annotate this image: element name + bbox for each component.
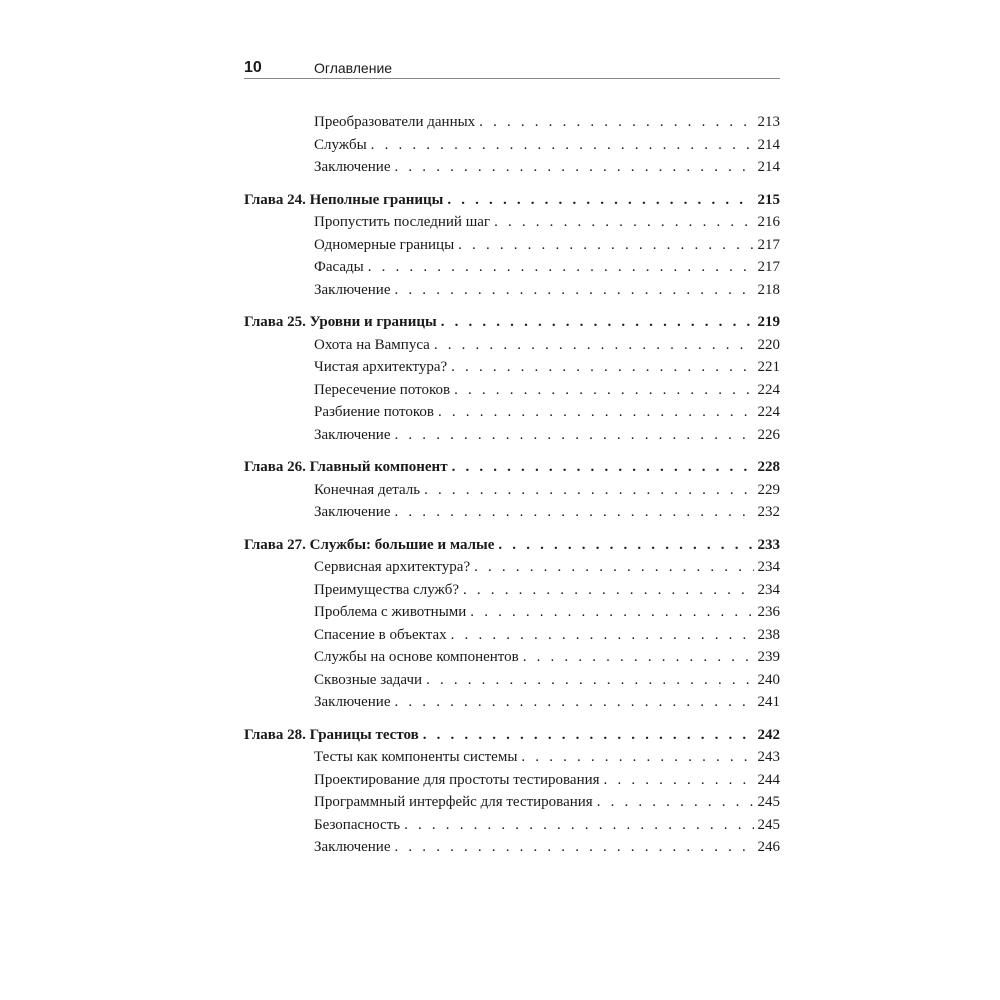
toc-section-entry xyxy=(244,379,780,402)
dot-leader xyxy=(451,624,754,647)
toc-section-entry xyxy=(244,479,780,502)
toc-page-number: 228 xyxy=(757,459,780,475)
dot-leader xyxy=(498,534,753,557)
dot-leader xyxy=(426,669,753,692)
section-title: Безопасность xyxy=(314,816,401,833)
toc-section-entry xyxy=(244,746,780,769)
dot-leader xyxy=(452,456,754,479)
dot-leader xyxy=(470,601,753,624)
section-title: Одномерные границы xyxy=(314,236,455,253)
chapter-title: Глава 28. Границы тестов xyxy=(244,726,419,743)
toc-section-entry xyxy=(244,134,780,157)
toc-page-number: 236 xyxy=(757,604,780,620)
toc-section-entry xyxy=(244,691,780,714)
toc-page-number: 224 xyxy=(757,381,780,398)
dot-leader xyxy=(395,836,754,859)
table-of-contents xyxy=(244,111,780,859)
toc-page-number: 246 xyxy=(757,839,780,855)
toc-page-number: 214 xyxy=(757,136,780,153)
section-title: Сервисная архитектура? xyxy=(314,559,471,575)
toc-section-entry xyxy=(244,501,780,524)
section-title: Чистая архитектура? xyxy=(314,359,448,375)
dot-leader xyxy=(395,691,754,714)
dot-leader xyxy=(395,501,754,524)
section-title: Заключение xyxy=(314,426,391,443)
toc-page-number: 213 xyxy=(757,114,780,130)
toc-section-entry xyxy=(244,556,780,579)
toc-page-number: 214 xyxy=(757,159,780,175)
section-title: Пропустить последний шаг xyxy=(314,214,491,230)
toc-section-entry xyxy=(244,814,780,837)
toc-page-number: 218 xyxy=(757,281,780,298)
section-title: Сквозные задачи xyxy=(314,671,423,688)
toc-section-entry xyxy=(244,424,780,447)
toc-section-entry xyxy=(244,279,780,302)
toc-page-number: 240 xyxy=(757,671,780,688)
toc-page-number: 215 xyxy=(757,191,780,208)
section-title: Спасение в объектах xyxy=(314,626,447,643)
section-title: Заключение xyxy=(314,281,391,298)
dot-leader xyxy=(434,334,754,357)
section-title: Заключение xyxy=(314,504,391,520)
dot-leader xyxy=(395,156,754,179)
dot-leader xyxy=(604,769,754,792)
dot-leader xyxy=(494,211,753,234)
toc-page-number: 219 xyxy=(757,314,780,330)
toc-section-entry xyxy=(244,601,780,624)
section-title: Преобразователи данных xyxy=(314,114,476,130)
toc-page-number: 244 xyxy=(757,771,780,788)
dot-leader xyxy=(458,234,753,257)
toc-page-number: 224 xyxy=(757,404,780,420)
section-title: Охота на Вампуса xyxy=(314,336,430,353)
section-title: Службы на основе компонентов xyxy=(314,649,519,665)
dot-leader xyxy=(479,111,753,134)
toc-page-number: 232 xyxy=(757,504,780,520)
toc-section-entry xyxy=(244,211,780,234)
section-title: Тесты как компоненты системы xyxy=(314,749,518,765)
section-title: Преимущества служб? xyxy=(314,581,459,598)
toc-section-entry xyxy=(244,111,780,134)
toc-page-number: 245 xyxy=(757,816,780,833)
toc-section-entry xyxy=(244,156,780,179)
toc-section-entry xyxy=(244,401,780,424)
toc-page-number: 233 xyxy=(757,536,780,553)
toc-page-number: 242 xyxy=(757,726,780,743)
toc-page-number: 220 xyxy=(757,336,780,353)
toc-page-number: 234 xyxy=(757,581,780,598)
dot-leader xyxy=(597,791,754,814)
toc-section-entry xyxy=(244,256,780,279)
section-title: Пересечение потоков xyxy=(314,381,451,398)
section-title: Фасады xyxy=(314,259,364,275)
toc-page-number: 217 xyxy=(757,236,780,253)
dot-leader xyxy=(454,379,753,402)
toc-chapter-entry xyxy=(244,189,780,212)
page-number: 10 xyxy=(244,59,262,76)
toc-page-number: 239 xyxy=(757,649,780,665)
toc-page-number: 245 xyxy=(757,794,780,810)
dot-leader xyxy=(371,134,754,157)
toc-page-number: 216 xyxy=(757,214,780,230)
dot-leader xyxy=(474,556,753,579)
chapter-title: Глава 27. Службы: большие и малые xyxy=(244,536,495,553)
running-title: Оглавление xyxy=(314,60,393,76)
toc-page-number: 217 xyxy=(757,259,780,275)
section-title: Службы xyxy=(314,136,367,153)
toc-section-entry xyxy=(244,791,780,814)
toc-page-number: 243 xyxy=(757,749,780,765)
section-title: Заключение xyxy=(314,159,391,175)
dot-leader xyxy=(404,814,753,837)
toc-section-entry xyxy=(244,624,780,647)
section-title: Конечная деталь xyxy=(314,481,421,498)
dot-leader xyxy=(423,724,754,747)
toc-section-entry xyxy=(244,836,780,859)
section-title: Заключение xyxy=(314,839,391,855)
toc-page-number: 238 xyxy=(757,626,780,643)
dot-leader xyxy=(451,356,753,379)
toc-chapter-entry xyxy=(244,456,780,479)
section-title: Проблема с животными xyxy=(314,604,467,620)
toc-page-number: 226 xyxy=(757,426,780,443)
toc-section-entry xyxy=(244,669,780,692)
section-title: Заключение xyxy=(314,694,391,710)
running-head xyxy=(244,56,780,79)
toc-section-entry xyxy=(244,334,780,357)
section-title: Программный интерфейс для тестирования xyxy=(314,794,593,810)
toc-page-number: 221 xyxy=(757,359,780,375)
dot-leader xyxy=(368,256,754,279)
dot-leader xyxy=(463,579,754,602)
chapter-title: Глава 25. Уровни и границы xyxy=(244,314,437,330)
chapter-title: Глава 24. Неполные границы xyxy=(244,191,444,208)
dot-leader xyxy=(395,279,754,302)
dot-leader xyxy=(441,311,754,334)
dot-leader xyxy=(447,189,753,212)
toc-page-number: 241 xyxy=(757,694,780,710)
toc-section-entry xyxy=(244,234,780,257)
section-title: Разбиение потоков xyxy=(314,404,434,420)
chapter-title: Глава 26. Главный компонент xyxy=(244,459,448,475)
toc-section-entry xyxy=(244,356,780,379)
dot-leader xyxy=(523,646,754,669)
dot-leader xyxy=(438,401,754,424)
toc-chapter-entry xyxy=(244,724,780,747)
toc-section-entry xyxy=(244,579,780,602)
toc-chapter-entry xyxy=(244,534,780,557)
dot-leader xyxy=(521,746,753,769)
toc-page-number: 229 xyxy=(757,481,780,498)
toc-page-number: 234 xyxy=(757,559,780,575)
dot-leader xyxy=(424,479,753,502)
dot-leader xyxy=(395,424,754,447)
toc-chapter-entry xyxy=(244,311,780,334)
section-title: Проектирование для простоты тестирования xyxy=(314,771,600,788)
toc-section-entry xyxy=(244,769,780,792)
toc-section-entry xyxy=(244,646,780,669)
